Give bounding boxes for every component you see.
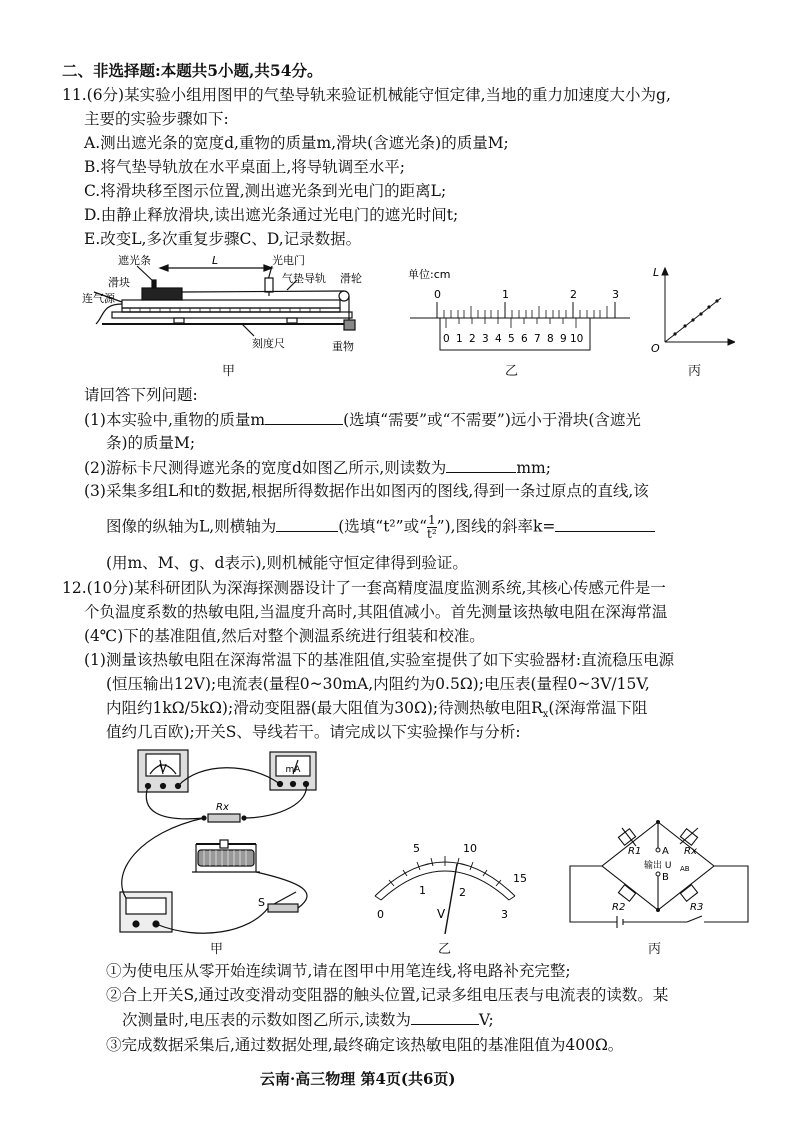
q12-c2: ②合上开关S,通过改变滑动变阻器的触头位置,记录多组电压表与电流表的读数。某 — [106, 986, 669, 1004]
label-kedu: 刻度尺 — [252, 337, 285, 350]
vernier-unit: 单位:cm — [408, 268, 451, 281]
linear-graph — [645, 262, 735, 352]
label-huakuai: 滑块 — [108, 276, 130, 289]
q12-c4: ③完成数据采集后,通过数据处理,最终确定该热敏电阻的基准阻值为400Ω。 — [106, 1036, 624, 1054]
vernier-3: 3 — [482, 333, 489, 345]
dial-top-10: 10 — [463, 842, 477, 855]
section-title: 二、非选择题:本题共5小题,共54分。 — [62, 61, 323, 80]
bridge-output-sub: AB — [680, 865, 690, 873]
label-L: L — [212, 254, 219, 267]
bridge-R3: R3 — [690, 902, 704, 913]
fig12-bing-caption: 丙 — [648, 942, 662, 957]
dial-bot-2: 2 — [459, 886, 466, 899]
vernier-8: 8 — [547, 333, 554, 345]
q11-p1-cont: 条)的质量M; — [106, 434, 196, 452]
origin-O: O — [651, 342, 660, 352]
q11-p3: (3)采集多组L和t的数据,根据所得数据作出如图丙的图线,得到一条过原点的直线,该 — [84, 482, 649, 500]
voltmeter-V: V — [159, 762, 167, 775]
label-zheguangtiao: 遮光条 — [118, 254, 151, 267]
q11-p3-line3: (用m、M、g、d表示),则机械能守恒定律得到验证。 — [106, 554, 468, 572]
q11-line2: 主要的实验步骤如下: — [84, 110, 229, 128]
q12-s2: (恒压输出12V);电流表(量程0~30mA,内阻约为0.5Ω);电压表(量程0~3V/15V, — [106, 675, 650, 693]
vernier-7: 7 — [534, 333, 541, 345]
main-0: 0 — [434, 288, 441, 301]
q11-line1: 11.(6分)某实验小组用图甲的气垫导轨来验证机械能守恒定律,当地的重力加速度大小为g, — [62, 86, 671, 104]
main-2: 2 — [570, 288, 577, 301]
voltmeter-dial — [355, 838, 530, 938]
vernier-figure — [400, 262, 640, 357]
q11-p3-line2: 图像的纵轴为L,则横轴为 (选填“t²”或“ $\frac{1}{\text{t²}}$ ”),图线的斜率k= — [106, 514, 655, 541]
q11-p1: (1)本实验中,重物的质量m (选填“需要”或“不需要”)远小于滑块(含遮光 — [84, 408, 641, 431]
switch-S: S — [258, 896, 265, 909]
label-hualun: 滑轮 — [340, 272, 362, 285]
q12-line3: (4℃)下的基准阻值,然后对整个测温系统进行组装和校准。 — [84, 627, 485, 645]
vernier-0: 0 — [443, 333, 450, 345]
bridge-Rx: Rx — [684, 846, 697, 857]
label-lianqiyuan: 连气源 — [82, 292, 115, 305]
bridge-B: B — [662, 872, 669, 883]
answer-blank-4[interactable] — [555, 515, 655, 532]
fig12-jia-caption: 甲 — [210, 942, 224, 957]
q12-line1: 12.(10分)某科研团队为深海探测器设计了一套高精度温度监测系统,其核心传感元件是一 — [62, 579, 666, 597]
q12-c1: ①为使电压从零开始连续调节,请在图甲中用笔连线,将电路补充完整; — [106, 962, 571, 980]
circuit-apparatus — [100, 742, 355, 942]
q11-step-e: E.改变L,多次重复步骤C、D,记录数据。 — [84, 230, 362, 248]
vernier-1: 1 — [456, 333, 463, 345]
bridge-circuit — [562, 810, 762, 935]
vernier-9: 9 — [560, 333, 567, 345]
page-footer: 云南·高三物理 第4页(共6页) — [260, 1070, 456, 1088]
q11-step-c: C.将滑块移至图示位置,测出遮光条到光电门的距离L; — [84, 182, 447, 200]
q11-ask: 请回答下列问题: — [84, 386, 198, 404]
fraction-1-over-t2: $\frac{1}{\text{t²}}$ — [427, 513, 437, 541]
q12-line2: 个负温度系数的热敏电阻,当温度升高时,其阻值减小。首先测量该热敏电阻在深海常温 — [84, 603, 668, 621]
answer-blank-3[interactable] — [276, 515, 338, 532]
fig11-yi-caption: 乙 — [505, 364, 519, 379]
fig12-yi-caption: 乙 — [438, 942, 452, 957]
answer-blank-5[interactable] — [411, 1008, 479, 1025]
vernier-5: 5 — [508, 333, 515, 345]
label-guangdianmen: 光电门 — [272, 254, 305, 267]
vernier-6: 6 — [521, 333, 528, 345]
answer-blank-2[interactable] — [446, 456, 516, 473]
bridge-A: A — [662, 846, 669, 857]
q11-step-a: A.测出遮光条的宽度d,重物的质量m,滑块(含遮光条)的质量M; — [84, 134, 509, 152]
dial-unit-V: V — [437, 907, 446, 921]
answer-blank-1[interactable] — [265, 408, 343, 425]
bridge-output: 输出 U — [644, 861, 672, 871]
dial-bot-1: 1 — [419, 884, 426, 897]
q12-c3: 次测量时,电压表的示数如图乙所示,读数为 V; — [122, 1008, 494, 1031]
q12-s4: 值约几百欧);开关S、导线若干。请完成以下实验操作与分析: — [106, 723, 521, 741]
q12-s3: 内阻约1kΩ/5kΩ);滑动变阻器(最大阻值为30Ω);待测热敏电阻$R_x$(深海常温下阻 — [106, 699, 648, 721]
dial-bot-3: 3 — [501, 908, 508, 921]
q11-step-d: D.由静止释放滑块,读出遮光条通过光电门的遮光时间t; — [84, 206, 459, 224]
main-3: 3 — [612, 288, 619, 301]
bridge-R1: R1 — [628, 846, 642, 857]
q12-s1: (1)测量该热敏电阻在深海常温下的基准阻值,实验室提供了如下实验器材:直流稳压电源 — [84, 651, 675, 669]
axis-L: L — [653, 266, 660, 279]
vernier-10: 10 — [570, 333, 584, 345]
q11-step-b: B.将气垫导轨放在水平桌面上,将导轨调至水平; — [84, 158, 405, 176]
vernier-4: 4 — [495, 333, 502, 345]
vernier-2: 2 — [469, 333, 476, 345]
label-qidiandaogui: 气垫导轨 — [282, 272, 326, 285]
ammeter-mA: mA — [285, 765, 301, 775]
fig11-bing-caption: 丙 — [688, 364, 702, 379]
fig11-jia-caption: 甲 — [222, 364, 236, 379]
main-1: 1 — [502, 288, 509, 301]
label-zhongwu: 重物 — [332, 340, 354, 353]
q11-p2: (2)游标卡尺测得遮光条的宽度d如图乙所示,则读数为 mm; — [84, 456, 551, 479]
dial-top-5: 5 — [413, 842, 420, 855]
dial-top-15: 15 — [513, 872, 527, 885]
bridge-R2: R2 — [612, 902, 626, 913]
resistor-Rx: Rx — [216, 802, 229, 813]
dial-bot-0: 0 — [377, 908, 384, 921]
